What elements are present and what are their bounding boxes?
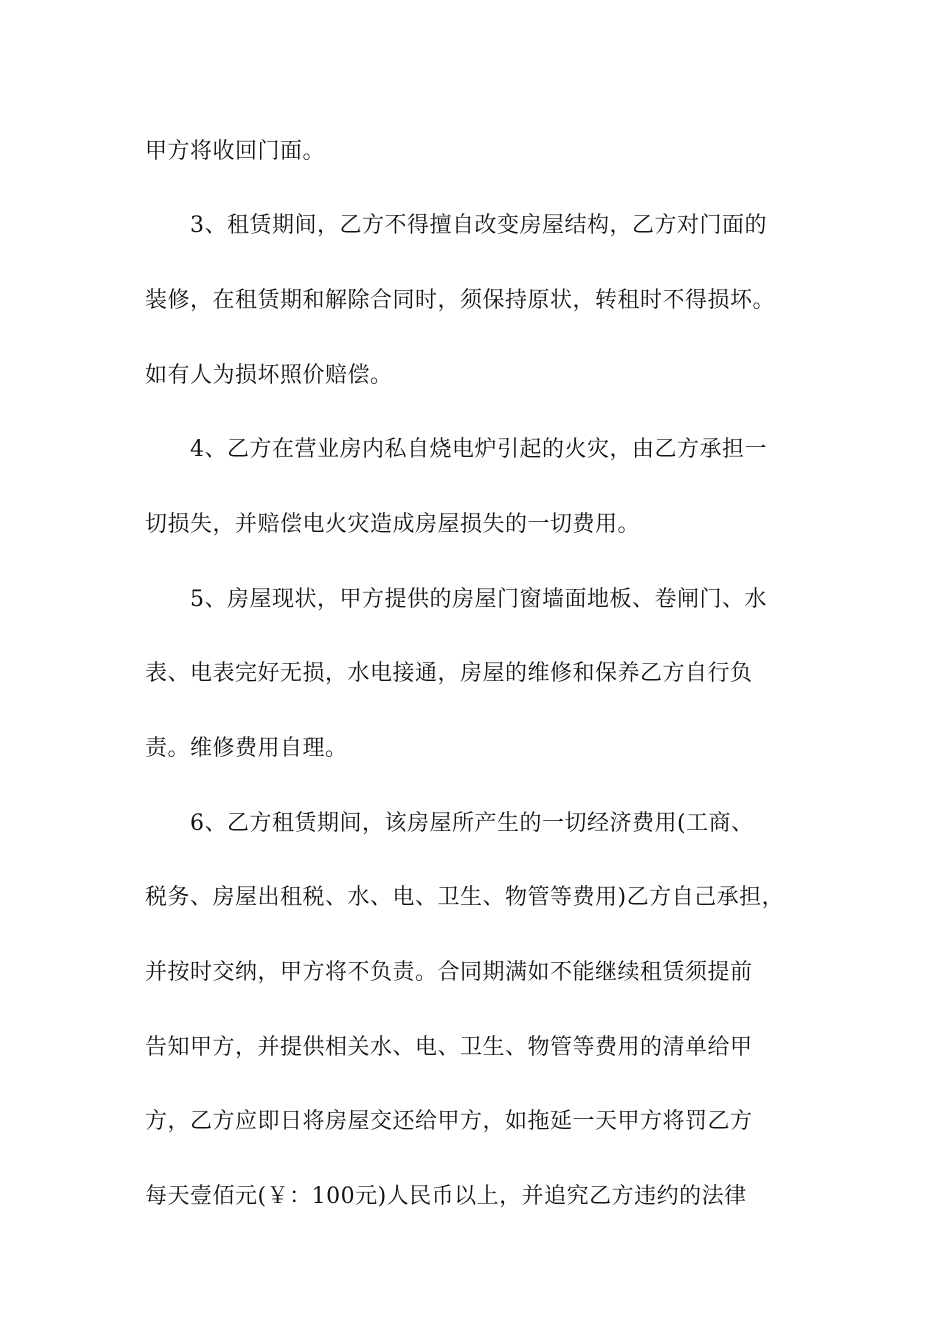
text-line: 表、电表完好无损，水电接通，房屋的维修和保养乙方自行负 bbox=[145, 661, 753, 686]
text-line: 装修，在租赁期和解除合同时，须保持原状，转租时不得损坏。 bbox=[145, 288, 776, 313]
text-line: 如有人为损坏照价赔偿。 bbox=[145, 363, 393, 388]
text-line: 税务、房屋出租税、水、电、卫生、物管等费用)乙方自己承担， bbox=[145, 885, 785, 910]
clause-3-line: 3、租赁期间，乙方不得擅自改变房屋结构，乙方对门面的 bbox=[190, 213, 767, 238]
text-line: 告知甲方，并提供相关水、电、卫生、物管等费用的清单给甲 bbox=[145, 1035, 753, 1060]
text-line: 每天壹佰元(￥：100元)人民币以上，并追究乙方违约的法律 bbox=[145, 1184, 747, 1209]
text-line: 责。维修费用自理。 bbox=[145, 736, 348, 761]
text-line: 并按时交纳，甲方将不负责。合同期满如不能继续租赁须提前 bbox=[145, 960, 753, 985]
clause-6-line: 6、乙方租赁期间，该房屋所产生的一切经济费用(工商、 bbox=[190, 811, 754, 836]
text-line: 切损失，并赔偿电火灾造成房屋损失的一切费用。 bbox=[145, 512, 641, 537]
clause-4-line: 4、乙方在营业房内私自烧电炉引起的火灾，由乙方承担一 bbox=[190, 437, 767, 462]
text-line: 甲方将收回门面。 bbox=[145, 139, 326, 164]
text-line: 方，乙方应即日将房屋交还给甲方，如拖延一天甲方将罚乙方 bbox=[145, 1109, 753, 1134]
clause-5-line: 5、房屋现状，甲方提供的房屋门窗墙面地板、卷闸门、水 bbox=[190, 587, 767, 612]
